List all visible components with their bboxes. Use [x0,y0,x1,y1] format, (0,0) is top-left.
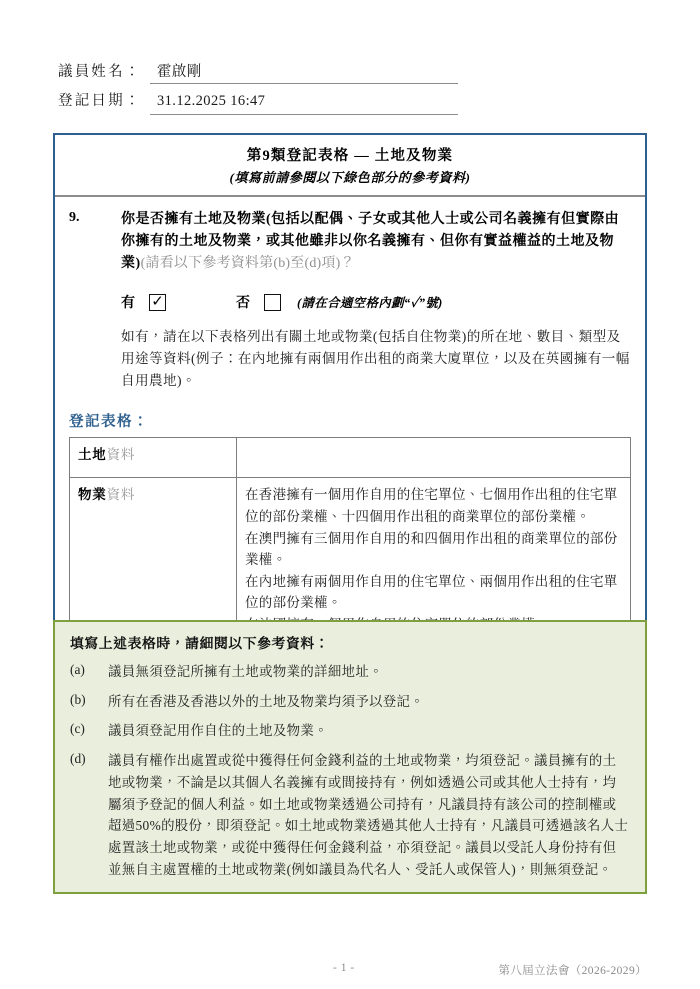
reference-item-text: 所有在香港及香港以外的土地及物業均須予以登記。 [108,693,425,709]
property-line: 在香港擁有一個用作自用的住宅單位、七個用作出租的住宅單位的部份業權、十四個用作出租的商業單位的部份業權。 [245,487,618,524]
reference-notes-title: 填寫上述表格時，請細閱以下參考資料： [70,636,330,651]
question-text-note: (請看以下參考資料第(b)至(d)項)？ [140,256,355,272]
member-name-label: 議員姓名： [58,64,142,80]
yes-no-choice-row [121,292,631,312]
question-text-bold: 你是否擁有土地及物業(包括以配偶、子女或其他人士或公司名義擁有但實際由你擁有的土地及物業，或其他雖非以你名義擁有、但你有實益權益的土地及物業) [121,212,620,272]
identity-fields [58,60,458,118]
no-label: 否 [236,296,251,312]
question-text [121,209,631,275]
yes-label: 有 [121,296,136,312]
form-main-box [53,133,647,677]
footer-term-text: 第八屆立法會（2026-2029） [498,965,647,977]
member-name-row [58,60,458,89]
member-name-field[interactable] [150,60,458,84]
reference-item-mark: (d) [70,751,86,767]
land-key-strong: 土地 [78,447,107,463]
property-line: 在澳門擁有三個用作自用的和四個用作出租的商業單位的部份業權。 [245,530,618,568]
registration-date-value: 31.12.2025 16:47 [157,93,266,109]
form-subtitle: (填寫前請參閱以下綠色部分的參考資料) [229,170,471,185]
table-row [70,438,631,478]
property-line: 在內地擁有兩個用作自用的住宅單位、兩個用作出租的住宅單位的部份業權。 [245,573,618,611]
land-row-key [70,438,237,478]
yes-checkbox[interactable] [149,294,166,311]
question-number: 9. [69,210,80,225]
question-block [69,209,631,275]
registration-date-field[interactable] [150,92,458,115]
reference-item-mark: (a) [70,662,85,677]
tick-instruction: (請在合適空格內劃“✓”號) [297,296,443,311]
footer-page-number: - 1 - [333,962,355,974]
reference-notes-box [53,620,647,894]
list-item [70,661,630,683]
registration-date-label: 登記日期： [58,93,142,109]
reference-item-text: 議員有權作出處置或從中獲得任何金錢利益的土地或物業，均須登記。議員擁有的土地或物業，不論是以其個人名義擁有或間接持有，例如透過公司或其他人士持有，均屬須予登記的個人利益。如土地或物業透過公司持有，凡議員持有該公司的控制權或超過50%的股份，即須登記。如土地或物業透過其他人士持有，凡議員可透過該名人士處置該土地或物業，或從中獲得任何金錢利益，亦須登記。議員以受託人身份持有但並無自主處置權的土地或物業(例如議員為代名人、受託人或保管人)，則無須登記。 [108,753,629,877]
property-key-strong: 物業 [78,487,107,503]
list-item [70,691,630,713]
registration-table-heading: 登記表格： [69,414,149,431]
reference-item-text: 議員無須登記所擁有土地或物業的詳細地址。 [108,664,383,679]
no-checkbox[interactable] [264,294,281,311]
form-title-block [55,135,645,195]
form-title: 第9類登記表格 — 土地及物業 [246,148,454,164]
registration-date-row [58,89,458,118]
property-key-weak: 資料 [106,487,136,503]
page-footer [53,962,647,978]
reference-item-mark: (b) [70,691,86,707]
fill-instruction: 如有，請在以下表格列出有關土地或物業(包括自住物業)的所在地、數目、類型及用途等資料(例子：在內地擁有兩個用作出租的商業大廈單位，以及在英國擁有一幅自用農地)。 [121,329,630,389]
yes-check-icon: ✓ [151,292,164,311]
list-item [70,720,630,742]
reference-item-text: 議員須登記用作自住的土地及物業。 [108,723,328,739]
list-item [70,750,630,880]
reference-item-mark: (c) [70,721,85,737]
land-row-value[interactable] [237,438,631,478]
member-name-value: 霍啟剛 [157,64,202,80]
form-body [55,197,645,675]
land-key-weak: 資料 [106,447,136,463]
